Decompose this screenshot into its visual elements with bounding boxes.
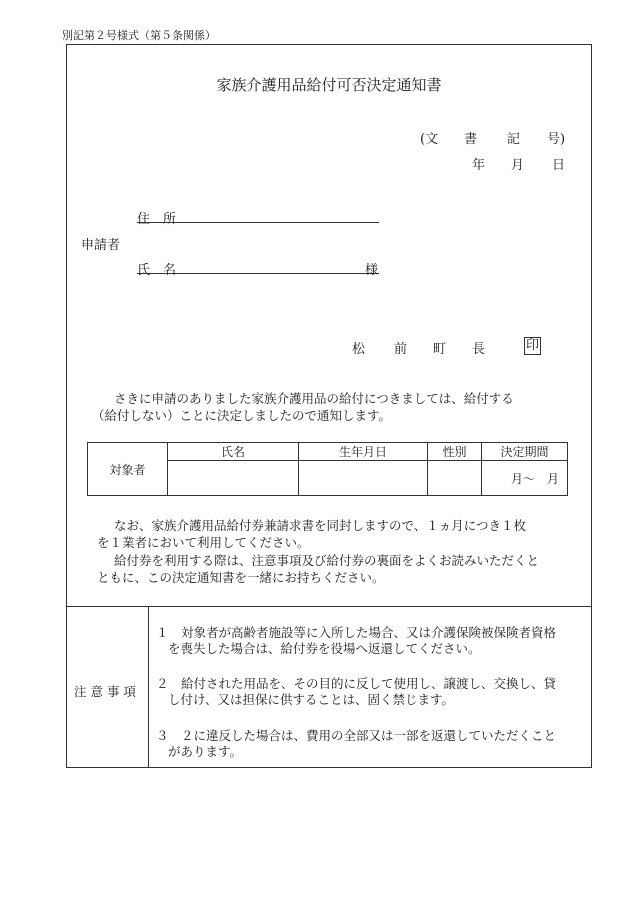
- cell-birthdate[interactable]: [299, 461, 428, 496]
- header-birthdate: 生年月日: [299, 443, 428, 461]
- note-2-line-2: し付け、又は担保に供することは、固く禁じます。: [168, 692, 455, 707]
- honorific-sama: 様: [365, 263, 379, 278]
- body-line-1: なお、家族介護用品給付券兼請求書を同封しますので、１ヵ月につき１枚: [114, 518, 527, 533]
- name-label: 氏 名: [137, 263, 177, 278]
- header-decision-period: 決定期間: [482, 443, 568, 461]
- note-1-line-2: を喪失した場合は、給付券を役場へ返還してください。: [168, 641, 481, 656]
- doc-number-char1: 書: [464, 132, 478, 147]
- issuer-char2: 前: [394, 342, 408, 357]
- notes-divider: [148, 607, 149, 768]
- note-3-line-2: があります。: [168, 744, 243, 759]
- issuer-char4: 長: [472, 342, 486, 357]
- issuer-char1: 松: [352, 342, 366, 357]
- applicant-label: 申請者: [81, 238, 121, 253]
- body-line-3: 給付券を利用する際は、注意事項及び給付券の裏面をよくお読みいただくと: [114, 553, 540, 568]
- name-field[interactable]: [137, 273, 379, 274]
- cell-sex[interactable]: [428, 461, 482, 496]
- notes-label: 注 意 事 項: [74, 684, 136, 699]
- seal-box: 印: [525, 338, 539, 353]
- address-label: 住 所: [137, 212, 177, 227]
- issuer-char3: 町: [433, 342, 447, 357]
- body-line-2: を１業者において利用してください。: [97, 535, 310, 550]
- cell-name[interactable]: [168, 461, 299, 496]
- cell-decision-period[interactable]: 月～ 月: [482, 461, 568, 496]
- notes-section: [66, 606, 592, 768]
- doc-number-char2: 記: [507, 132, 521, 147]
- date-year: 年: [472, 158, 486, 173]
- header-name: 氏名: [168, 443, 299, 461]
- date-month: 月: [511, 158, 525, 173]
- doc-number-close: 号): [547, 132, 566, 147]
- form-reference: 別記第２号様式（第５条関係）: [62, 29, 216, 42]
- doc-number-open: (文: [420, 132, 439, 147]
- note-1-line-1: １ 対象者が高齢者施設等に入所した場合、又は介護保険被保険者資格: [156, 625, 557, 640]
- target-row-label: 対象者: [88, 443, 168, 496]
- address-field[interactable]: [137, 222, 379, 223]
- note-3-line-1: ３ ２に違反した場合は、費用の全部又は一部を返還していただくこと: [156, 728, 557, 743]
- document-title: 家族介護用品給付可否決定通知書: [216, 76, 442, 94]
- note-2-line-1: ２ 給付された用品を、その目的に反して使用し、譲渡し、交換し、貸: [156, 676, 557, 691]
- date-day: 日: [552, 158, 566, 173]
- header-sex: 性別: [428, 443, 482, 461]
- target-person-table: [87, 442, 568, 496]
- intro-line-1: さきに申請のありました家族介護用品の給付につきましては、給付する: [114, 391, 514, 406]
- body-line-4: ともに、この決定通知書を一緒にお持ちください。: [97, 570, 385, 585]
- intro-line-2: （給付しない）ことに決定しましたので通知します。: [92, 408, 392, 423]
